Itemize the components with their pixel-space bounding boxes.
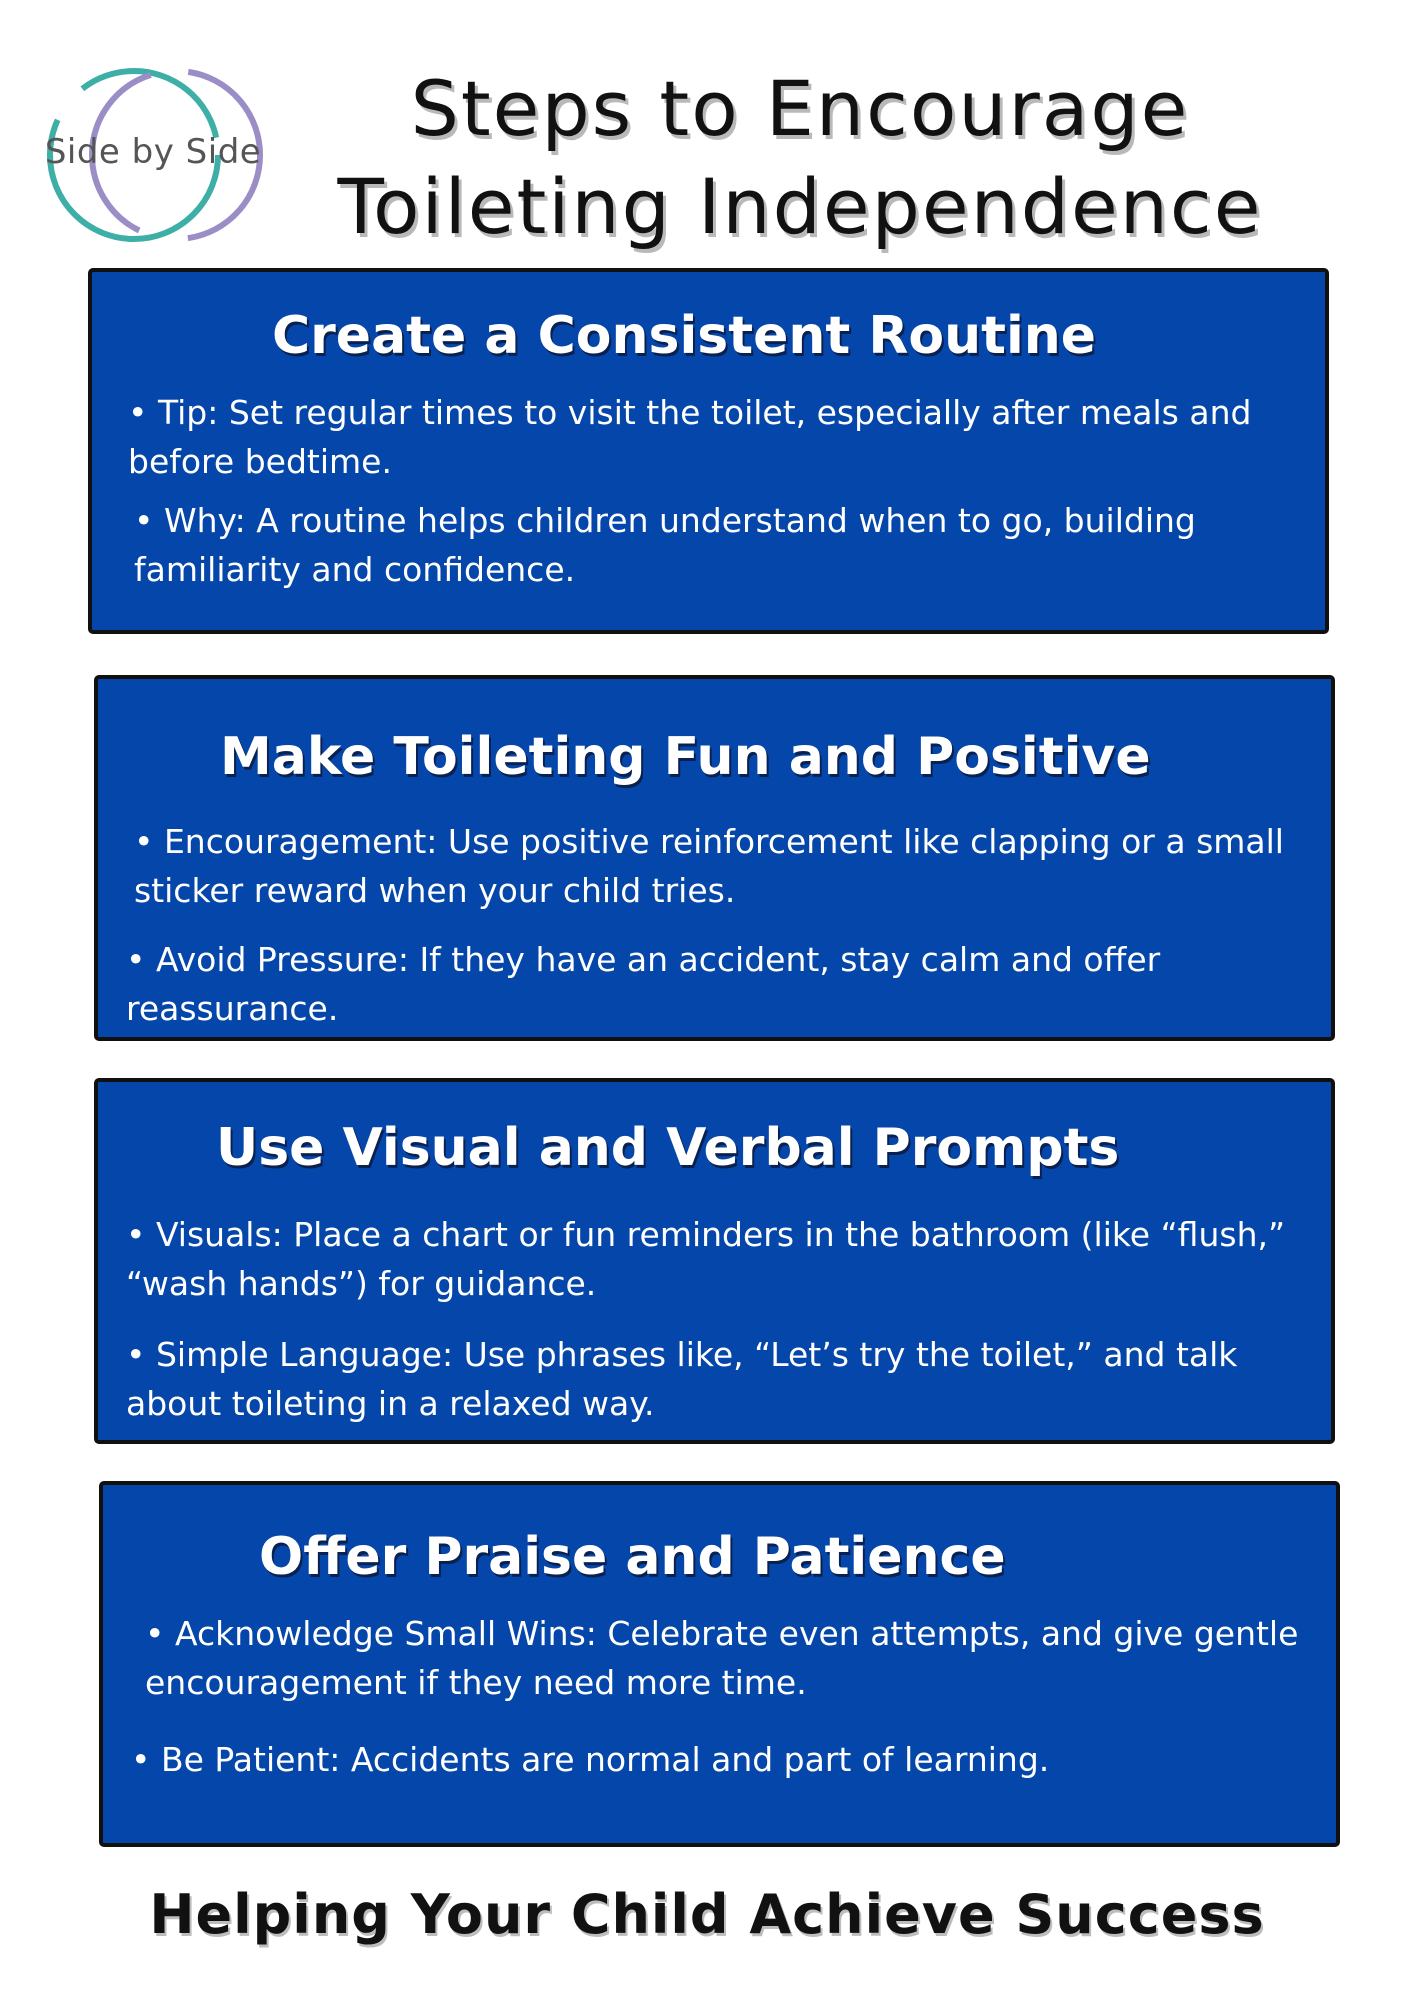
- routine-card-heading: Create a Consistent Routine: [272, 306, 1097, 366]
- praise-patience-card: [99, 1481, 1340, 1847]
- page-title-line-1: Steps to Encourage: [410, 64, 1190, 153]
- routine-tip-bullet: • Tip: Set regular times to visit the toilet, especially after meals and before bedtime.: [128, 393, 1252, 481]
- routine-card: [88, 268, 1329, 634]
- be-patient-bullet: • Be Patient: Accidents are normal and part of learning.: [131, 1740, 1050, 1779]
- page-title: [300, 60, 1300, 256]
- praise-patience-card-heading: Offer Praise and Patience: [259, 1527, 1006, 1587]
- routine-why-bullet: • Why: A routine helps children understand when to go, building familiarity and confidence.: [134, 501, 1196, 589]
- simple-language-bullet: • Simple Language: Use phrases like, “Let’s try the toilet,” and talk about toileting in a relaxed way.: [126, 1335, 1238, 1423]
- prompts-card-heading: Use Visual and Verbal Prompts: [216, 1118, 1120, 1178]
- avoid-pressure-bullet: • Avoid Pressure: If they have an accident, stay calm and offer reassurance.: [126, 940, 1161, 1028]
- page-title-line-2: Toileting Independence: [337, 162, 1263, 251]
- logo-text: Side by Side: [44, 132, 262, 172]
- visuals-bullet: • Visuals: Place a chart or fun reminders in the bathroom (like “flush,” “wash hands”) for guidance.: [126, 1215, 1286, 1303]
- prompts-card: [94, 1078, 1335, 1444]
- fun-positive-card-heading: Make Toileting Fun and Positive: [220, 727, 1151, 787]
- fun-positive-card: [94, 675, 1335, 1041]
- encouragement-bullet: • Encouragement: Use positive reinforcement like clapping or a small sticker reward when your child tries.: [134, 822, 1284, 910]
- footer-tagline: Helping Your Child Achieve Success: [149, 1883, 1265, 1946]
- small-wins-bullet: • Acknowledge Small Wins: Celebrate even attempts, and give gentle encouragement if they need more time.: [145, 1614, 1299, 1702]
- side-by-side-logo: [42, 64, 264, 246]
